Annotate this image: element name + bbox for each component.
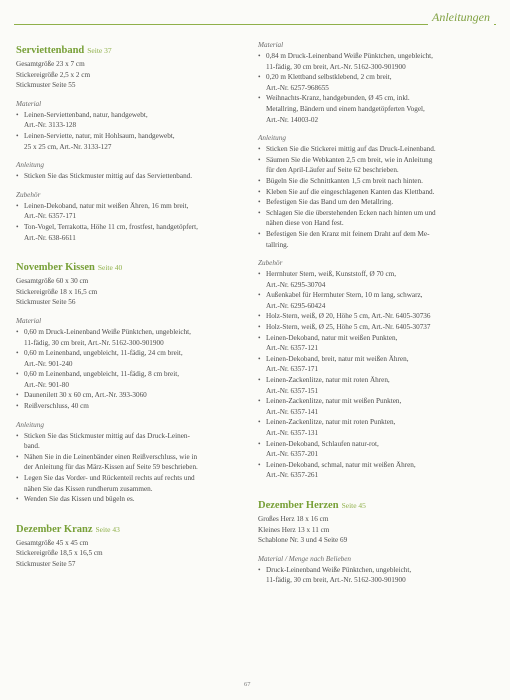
item-line: Art.-Nr. 6357-171 [266,365,319,374]
subheading: Material [16,99,42,108]
item-line: • Säumen Sie die Webkanten 2,5 cm breit, wie in Anleitung [266,155,433,164]
subheading: Material [258,41,284,49]
item-line: Art.-Nr. 14003-02 [266,115,319,124]
right-column [258,40,498,600]
list-item [258,144,498,155]
list-item [16,431,246,452]
subheading: Zubehör [16,190,41,199]
spec-line: Gesamtgröße 23 x 7 cm [16,60,85,68]
left-column [16,40,246,584]
list-item [258,176,498,187]
list-item [16,110,246,131]
item-line: • Befestigen Sie das Band um den Metallring. [266,198,394,207]
subheading: Zubehör [258,259,283,268]
list-item [16,348,246,369]
item-line: • Leinen-Serviette, natur, mit Hohlsaum, handgewebt, [24,131,175,140]
item-line: Art.-Nr. 6357-151 [266,386,319,395]
continued-instructions [258,40,498,481]
spec-line: Stickmuster Seite 56 [16,298,76,307]
subheading: Material / Menge nach Belieben [258,554,352,563]
list-item [258,417,498,438]
list-item [258,565,498,586]
item-line: • Leinen-Zackenlitze, natur mit weißen Punkten, [266,397,402,406]
instruction-section [16,519,246,570]
subheading: Anleitung [258,134,286,143]
list-item [258,460,498,481]
item-line: • 0,60 m Druck-Leinenband Weiße Pünktchen, ungebleicht, [24,327,191,336]
bullet-list [258,269,498,481]
item-line: Art.-Nr. 901-80 [24,380,69,389]
item-line: • Kleben Sie auf die eingeschlagenen Kanten das Klettband. [266,187,435,196]
item-line: Art.-Nr. 3133-128 [24,121,77,130]
subheading: Material [16,316,42,325]
spec-line: Schablone Nr. 3 und 4 Seite 69 [258,536,348,545]
list-item [258,51,498,72]
list-item [258,197,498,208]
item-line: • Leinen-Dekoband, Schlaufen natur-rot, [266,439,379,448]
list-item [258,311,498,322]
item-line: Metallring, Bändern und einem handgetöpferten Vogel, [266,104,425,113]
list-item [258,354,498,375]
bullet-list [258,51,498,125]
item-line: 25 x 25 cm, Art.-Nr. 3133-127 [24,142,112,151]
item-line: • Außenkabel für Herrnhuter Stern, 10 m lang, schwarz, [266,291,423,300]
list-item [258,375,498,396]
item-line: • 0,84 m Druck-Leinenband Weiße Pünktchen, ungebleicht, [266,52,433,60]
list-item [258,269,498,290]
section-title: November Kissen [16,262,95,274]
item-line: • Legen Sie das Vorder- und Rückenteil rechts auf rechts und [24,474,195,483]
item-line: Art.-Nr. 6257-968655 [266,83,329,92]
item-line: nähen diese von Hand fest. [266,219,344,228]
item-line: • Druck-Leinenband Weiße Pünktchen, ungebleicht, [266,565,412,574]
item-line: • Holz-Stern, weiß, Ø 20, Höhe 5 cm, Art.-Nr. 6405-30736 [266,312,431,321]
section-title-line [258,495,498,513]
page-reference: Seite 43 [95,524,120,534]
list-item [16,369,246,390]
list-item [16,401,246,412]
bullet-list [16,110,246,152]
item-line: • Herrnhuter Stern, weiß, Kunststoff, Ø 70 cm, [266,270,397,279]
list-item [258,208,498,229]
list-item [258,439,498,460]
item-line: 11-fädig, 30 cm breit, Art.-Nr. 5162-300-901900 [24,338,164,347]
item-line: • Daunenilett 30 x 60 cm, Art.-Nr. 393-3060 [24,391,147,400]
item-line: • Sticken Sie das Stickmuster mittig auf das Serviettenband. [24,172,193,181]
item-line: • Leinen-Serviettenband, natur, handgewebt, [24,110,148,119]
section-title: Dezember Kranz [16,523,93,535]
list-item [258,396,498,417]
section-title-line [16,40,246,58]
item-line: • Wenden Sie das Kissen und bügeln es. [24,495,135,504]
item-line: • Befestigen Sie den Kranz mit feinem Draht auf dem Me- [266,229,430,238]
list-item [258,229,498,250]
list-item [16,452,246,473]
spec-line: Kleines Herz 13 x 11 cm [258,525,330,534]
spec-line: Stickereigröße 2,5 x 2 cm [16,70,91,79]
item-line: • Bügeln Sie die Schnittkanten 1,5 cm breit nach hinten. [266,176,423,185]
spec-line: Stickereigröße 18,5 x 16,5 cm [16,549,103,558]
page-reference: Seite 37 [87,46,112,55]
instruction-section [16,40,246,243]
instruction-section [16,257,246,505]
item-line: • 0,20 m Klettband selbstklebend, 2 cm breit, [266,73,392,82]
bullet-list [258,565,498,586]
subheading: Anleitung [16,420,44,429]
item-line: nähen Sie das Kissen rundherum zusammen. [24,484,153,493]
item-line: • Ton-Vogel, Terrakotta, Höhe 11 cm, frostfest, handgetöpfert, [24,222,198,231]
item-line: Art.-Nr. 6295-30704 [266,280,326,289]
bullet-list [258,144,498,250]
item-line: Art.-Nr. 6357-171 [24,212,77,221]
item-line: • Leinen-Dekoband, natur mit weißen Ähren, 16 mm breit, [24,201,189,210]
list-item [16,327,246,348]
spec-line: Großes Herz 18 x 16 cm [258,514,329,523]
item-line: • Schlagen Sie die überstehenden Ecken nach hinten um und [266,208,436,217]
bullet-list [16,201,246,243]
list-item [16,201,246,222]
list-item [258,187,498,198]
bullet-list [16,431,246,505]
spec-line: Stickereigröße 18 x 16,5 cm [16,287,98,296]
item-line: • 0,60 m Leinenband, ungebleicht, 11-fädig, 8 cm breit, [24,370,180,379]
item-line: für den April-Läufer auf Seite 62 beschrieben. [266,166,399,175]
item-line: der Anleitung für das März-Kissen auf Seite 59 beschrieben. [24,463,198,472]
item-line: Art.-Nr. 6357-261 [266,471,319,480]
bullet-list [16,171,246,182]
item-line: • Leinen-Zackenlitze, natur mit roten Ähren, [266,376,390,385]
item-line: Art.-Nr. 6357-201 [266,450,319,459]
list-item [16,222,246,243]
list-item [258,155,498,176]
spec-line: Gesamtgröße 60 x 30 cm [16,277,89,286]
item-line: tallring. [266,240,289,249]
item-line: Art.-Nr. 6357-131 [266,429,319,437]
list-item [258,72,498,93]
list-item [258,333,498,354]
list-item [258,290,498,311]
list-item [16,131,246,152]
list-item [258,322,498,333]
bullet-list [16,327,246,412]
item-line: • Weihnachts-Kranz, handgebunden, Ø 45 cm, inkl. [266,94,410,103]
item-line: Art.-Nr. 638-6611 [24,233,76,242]
item-line: • Leinen-Zackenlitze, natur mit roten Punkten, [266,418,396,427]
item-line: • Sticken Sie das Stickmuster mittig auf das Druck-Leinen- [24,431,190,440]
section-title: Serviettenband [16,45,85,56]
list-item [16,473,246,494]
spec-line: Gesamtgröße 45 x 45 cm [16,538,89,547]
page-header-title: Anleitungen [428,10,494,25]
page-reference: Seite 40 [97,263,123,273]
spec-line: Stickmuster Seite 57 [16,560,76,568]
item-line: • Leinen-Dekoband, natur mit weißen Punkten, [266,333,398,342]
list-item [16,390,246,401]
spec-line: Stickmuster Seite 55 [16,81,76,90]
item-line: • Reißverschluss, 40 cm [24,402,89,411]
item-line: Art.-Nr. 901-240 [24,359,73,368]
page-reference: Seite 45 [341,500,366,510]
list-item [16,494,246,505]
page-number: 67 [244,681,251,688]
section-title: Dezember Herzen [258,499,339,511]
item-line: Art.-Nr. 6295-60424 [266,301,326,310]
list-item [16,171,246,182]
header-rule [14,24,496,25]
item-line: Art.-Nr. 6357-141 [266,407,319,416]
item-line: • Nähen Sie in die Leinenbänder einen Reißverschluss, wie in [24,452,198,461]
item-line: • Sticken Sie die Stickerei mittig auf das Druck-Leinenband. [266,145,436,154]
item-line: 11-fädig, 30 cm breit, Art.-Nr. 5162-300-901900 [266,62,406,71]
item-line: • Leinen-Dekoband, schmal, natur mit weißen Ähren, [266,460,416,469]
instruction-section [258,495,498,586]
section-title-line [16,257,246,275]
item-line: band. [24,442,40,451]
item-line: • 0,60 m Leinenband, ungebleicht, 11-fädig, 24 cm breit, [24,349,183,358]
list-item [258,93,498,125]
item-line: 11-fädig, 30 cm breit, Art.-Nr. 5162-300-901900 [266,576,406,585]
section-title-line [16,519,246,537]
item-line: • Holz-Stern, weiß, Ø 25, Höhe 5 cm, Art.-Nr. 6405-30737 [266,323,431,332]
subheading: Anleitung [16,161,44,170]
item-line: Art.-Nr. 6357-121 [266,344,319,353]
item-line: • Leinen-Dekoband, breit, natur mit weißen Ähren, [266,354,409,363]
